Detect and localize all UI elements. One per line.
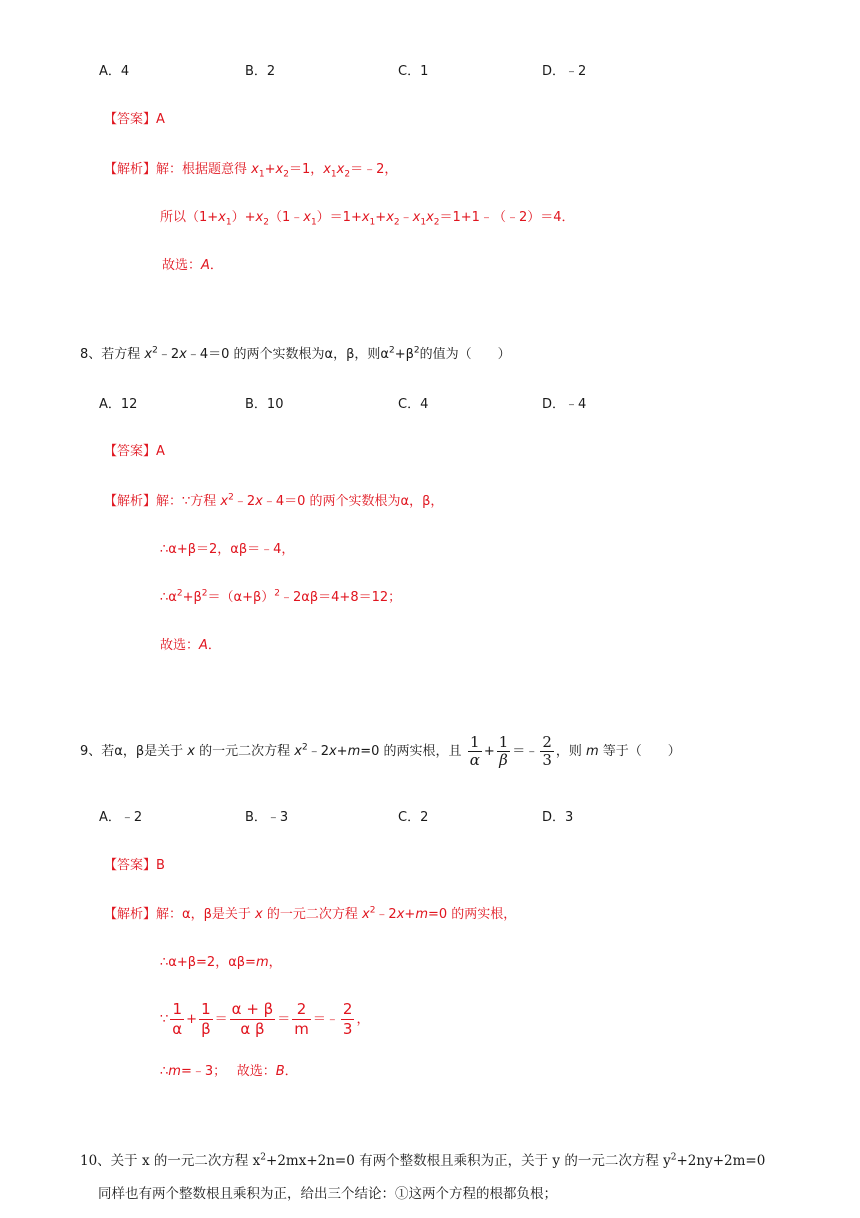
q8-option-d: D．﹣4	[542, 397, 587, 412]
q8-answer: 【答案】A	[104, 444, 165, 459]
fraction-sum-over-product: $\frac{\alpha + \beta}{\text{α β}}$	[231, 1000, 274, 1038]
q7-analysis-line-1: 【解析】解：根据题意得 $x_1+x_2=1$，$x_1x_2=﹣2$，	[104, 162, 398, 180]
fraction-two-over-m: $\frac{2}{m}$	[294, 1000, 309, 1038]
q9-conclusion: ∴m=﹣3； 故选：B．	[160, 1064, 298, 1079]
analysis-label: 【解析】	[104, 494, 157, 509]
analysis-label: 【解析】	[104, 907, 157, 922]
q9-answer: 【答案】B	[104, 858, 165, 873]
fraction-one-over-alpha: $\frac{1}{\alpha}$	[469, 733, 480, 769]
q10-stem-line-2: 同样也有两个整数根且乘积为正，给出三个结论：①这两个方程的根都负根；	[98, 1186, 557, 1202]
q9-analysis-line-1: 【解析】解：α，β是关于 x 的一元二次方程 $x^2﹣2x+m=0$ 的两实根，	[104, 905, 517, 922]
q8-analysis-line-2: ∴α+β＝2，αβ＝﹣4，	[160, 542, 295, 557]
q8-analysis-line-1: 【解析】解：∵方程 $x^2﹣2x﹣4=0$ 的两个实数根为α，β，	[104, 492, 444, 509]
fraction-one-over-alpha: $\frac{1}{\alpha}$	[172, 1000, 183, 1038]
q8-option-b: B．10	[245, 397, 284, 412]
q7-option-c: C．1	[398, 64, 429, 79]
fraction-one-over-beta: $\frac{1}{\beta}$	[498, 733, 509, 769]
analysis-label: 【解析】	[104, 162, 157, 177]
q10-stem-line-1: 10、关于 x 的一元二次方程 $x^2+2mx+2n=0$ 有两个整数根且乘积为正，关于 y 的一元二次方程 $y^2+2ny+2m=0$	[80, 1152, 766, 1169]
q7-analysis-line-2: 所以$(1+x_1)+x_2(1﹣x_1)=1+x_1+x_2﹣x_1x_2=1+1﹣(﹣2)=4$．	[160, 210, 575, 228]
q8-conclusion: 故选：A．	[160, 638, 221, 653]
q8-option-a: A．12	[99, 397, 138, 412]
q8-option-c: C．4	[398, 397, 429, 412]
q9-analysis-line-3: ∵ $\frac{1}{\alpha}$ + $\frac{1}{\beta}$ ＝ $\frac{\alpha + \beta}{\text{α β}}$ ＝ $\frac{2}{m}$ ＝﹣ $\frac{2}{3}$ ，	[160, 1000, 370, 1038]
q7-conclusion: 故选：A．	[162, 258, 223, 273]
fraction-two-thirds: $\frac{2}{3}$	[542, 733, 552, 769]
q9-option-d: D．3	[542, 810, 574, 825]
q7-option-a: A．4	[99, 64, 130, 79]
q9-analysis-line-2: ∴α+β=2，αβ=m，	[160, 955, 282, 970]
q8-stem: 8、若方程 $x^2﹣2x﹣4=0$ 的两个实数根为α，β，则$\alpha^2+\beta^2$的值为（ ）	[80, 345, 511, 362]
fraction-two-thirds: $\frac{2}{3}$	[342, 1000, 353, 1038]
q7-option-d: D．﹣2	[542, 64, 587, 79]
q9-option-b: B．﹣3	[245, 810, 289, 825]
q7-answer: 【答案】A	[104, 112, 165, 127]
q7-option-b: B．2	[245, 64, 276, 79]
q9-option-c: C．2	[398, 810, 429, 825]
q9-stem: 9、若α，β是关于 x 的一元二次方程 $x^2﹣2x+m=0$ 的两实根，且 $\frac{1}{\alpha}$ + $\frac{1}{\beta}$ ＝﹣ $\frac{2}{3}$ ，则 m 等于（ ）	[80, 733, 681, 769]
q8-analysis-line-3: $\therefore\alpha^2+\beta^2=(\alpha+\beta)^2﹣2\alpha\beta=4+8=12$；	[160, 588, 402, 605]
q9-option-a: A．﹣2	[99, 810, 143, 825]
fraction-one-over-beta: $\frac{1}{\beta}$	[201, 1000, 211, 1038]
